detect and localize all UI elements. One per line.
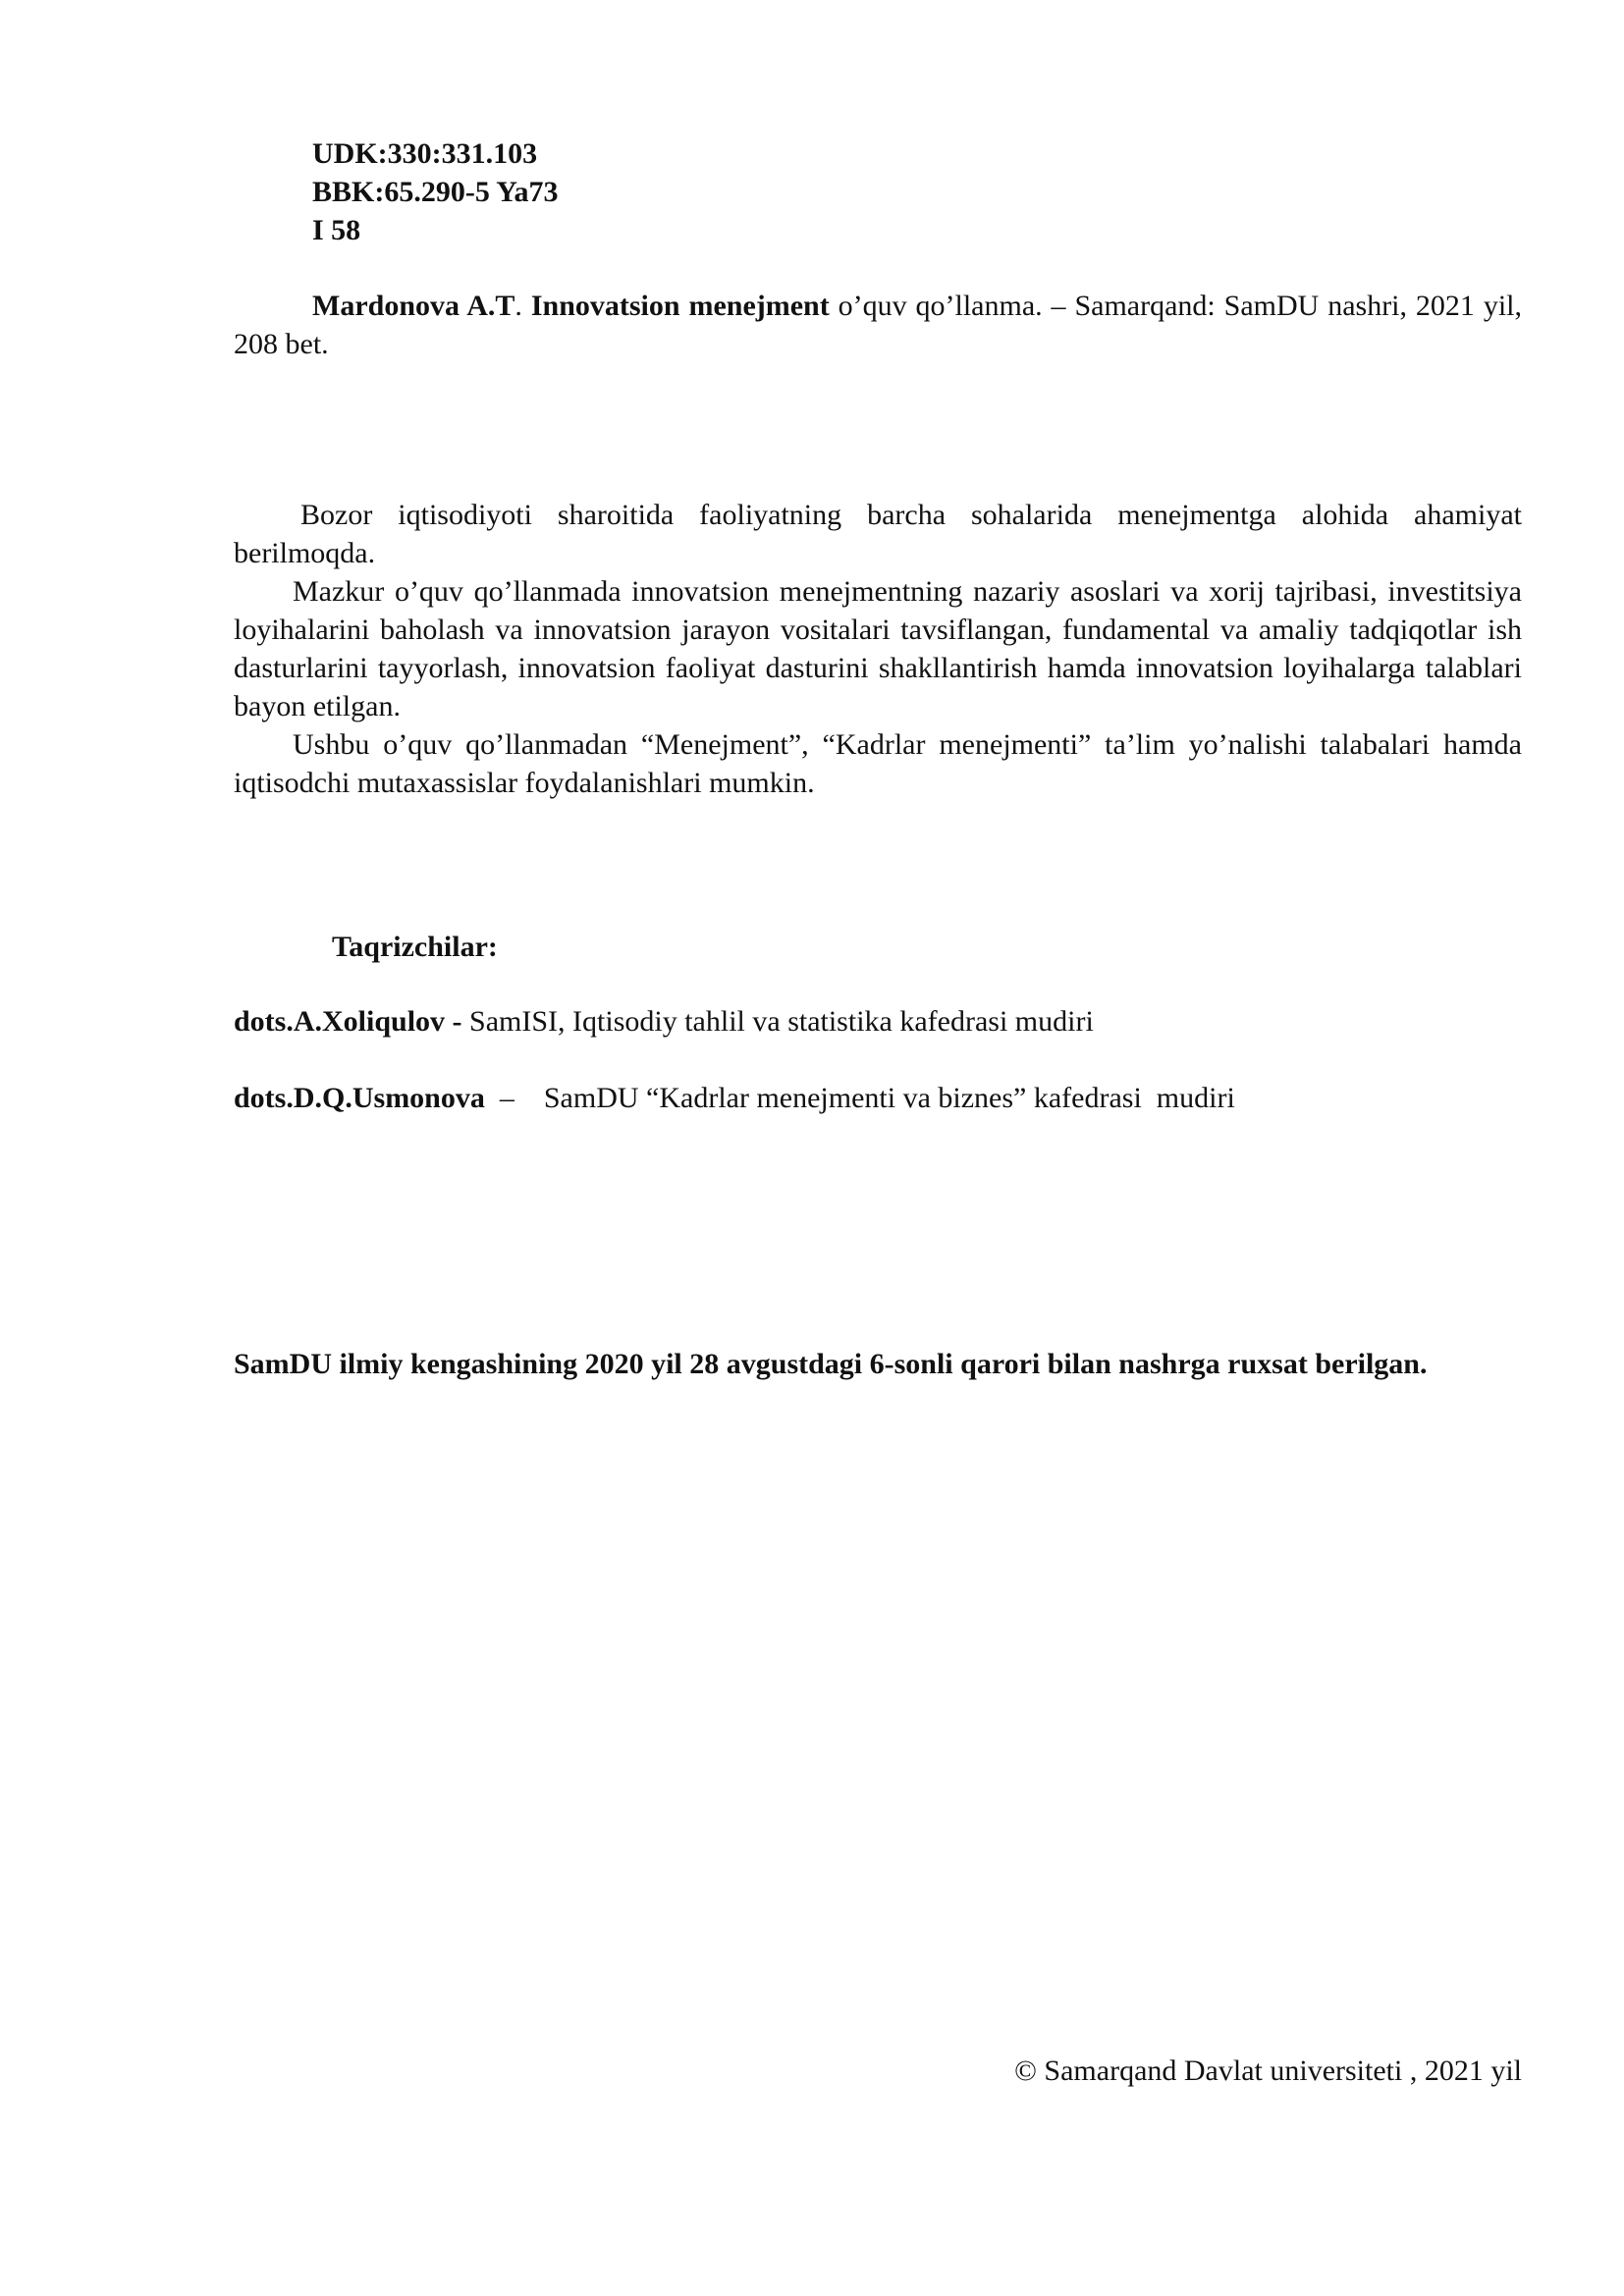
abstract-paragraph-1: Bozor iqtisodiyoti sharoitida faoliyatning barcha sohalarida menejmentga alohida ahamiyat berilmoqda.	[234, 499, 1522, 569]
copyright-notice: © Samarqand Davlat universiteti , 2021 yil	[1014, 2055, 1522, 2087]
abstract	[234, 496, 1522, 802]
citation-author-dot: .	[514, 290, 522, 322]
reviewer-1	[234, 1002, 1522, 1041]
citation-author: Mardonova A.T	[312, 290, 515, 322]
udk-code: UDK:330:331.103	[312, 137, 538, 170]
reviewers-heading: Taqrizchilar:	[332, 931, 498, 963]
abstract-paragraph-3: Ushbu o’quv qo’llanmadan “Menejment”, “Kadrlar menejmenti” ta’lim yo’nalishi talabalari hamda iqtisodchi mutaxassislar foydalanishlari mumkin.	[234, 728, 1522, 799]
reviewer-2-name: dots.D.Q.Usmonova	[234, 1082, 485, 1114]
reviewer-2-desc: – SamDU “Kadrlar menejmenti va biznes” kafedrasi mudiri	[484, 1082, 1235, 1114]
bibliographic-citation	[234, 287, 1522, 363]
index-code: I 58	[312, 214, 361, 246]
bbk-code: BBK:65.290-5 Ya73	[312, 176, 559, 208]
classification-codes	[312, 134, 1600, 249]
abstract-paragraph-2: Mazkur o’quv qo’llanmada innovatsion menejmentning nazariy asoslari va xorij tajribasi, investitsiya loyihalarini baholash va innovatsion jarayon vositalari tavsiflangan, fundamental va amaliy tadqiqotlar ish dasturlarini tayyorlash, innovatsion faoliyat dasturini shakllantirish hamda innovatsion loyihalarga talablari bayon etilgan.	[234, 575, 1522, 722]
publication-approval: SamDU ilmiy kengashining 2020 yil 28 avgustdagi 6-sonli qarori bilan nashrga ruxsat berilgan.	[234, 1348, 1428, 1380]
reviewer-2	[234, 1079, 1522, 1117]
reviewer-1-name: dots.A.Xoliqulov -	[234, 1005, 462, 1038]
citation-rest: o’quv qo’llanma. – Samarqand: SamDU nashri, 2021 yil, 208 bet.	[234, 290, 1522, 360]
citation-title: Innovatsion menejment	[530, 290, 830, 322]
reviewer-1-desc: SamISI, Iqtisodiy tahlil va statistika kafedrasi mudiri	[461, 1005, 1094, 1038]
